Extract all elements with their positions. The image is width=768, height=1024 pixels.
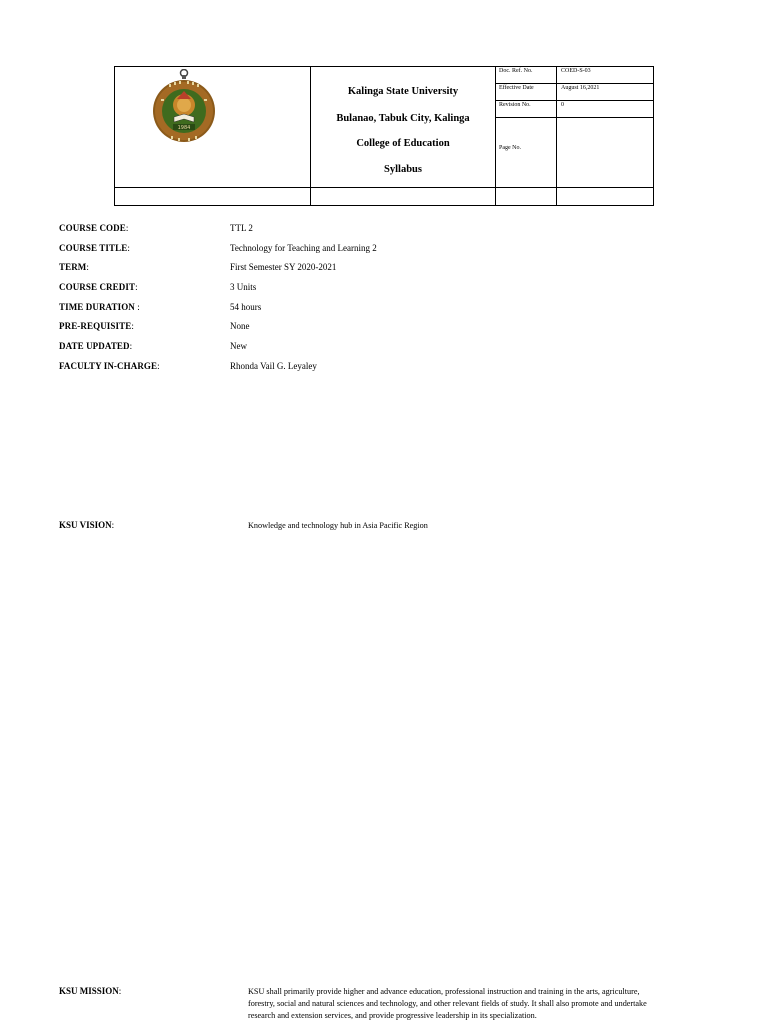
seal-year: 1984 [177, 125, 191, 131]
faculty-label: FACULTY IN-CHARGE: [59, 361, 160, 371]
header-divider [115, 187, 654, 188]
course-title-value: Technology for Teaching and Learning 2 [230, 243, 377, 253]
vision-text: Knowledge and technology hub in Asia Pacific Region [248, 521, 428, 530]
effective-date-value: August 16,2021 [561, 85, 600, 91]
header-divider [495, 100, 654, 101]
course-title-label: COURSE TITLE: [59, 243, 130, 253]
document-type: Syllabus [384, 164, 422, 175]
university-seal-logo [151, 69, 219, 145]
header-divider [495, 117, 654, 118]
institution-name: Kalinga State University [347, 86, 459, 97]
pre-requisite-value: None [230, 321, 250, 331]
date-updated-label: DATE UPDATED: [59, 341, 133, 351]
time-duration-label: TIME DURATION : [59, 302, 140, 312]
term-label: TERM: [59, 262, 90, 272]
date-updated-value: New [230, 341, 247, 351]
pre-requisite-label: PRE-REQUISITE: [59, 321, 134, 331]
effective-date-label: Effective Date [499, 85, 534, 91]
faculty-value: Rhonda Vail G. Leyaley [230, 361, 317, 371]
mission-label: KSU MISSION: [59, 986, 122, 996]
doc-ref-value: COED-S-03 [561, 68, 591, 74]
document-header-table [114, 66, 654, 206]
course-credit-label: COURSE CREDIT: [59, 282, 138, 292]
mission-text: KSU shall primarily provide higher and advance education, professional instruction and training in the arts, agriculture, forestry, social and natural sciences and technology, and other relevant fields of study. It shall also promote and undertake research and extension services, and provide progressive leadership in its specialization. [248, 987, 647, 1020]
page-label: Page No. [499, 145, 521, 151]
header-divider [495, 67, 496, 205]
revision-label: Revision No. [499, 102, 531, 108]
course-code-label: COURSE CODE: [59, 223, 129, 233]
doc-ref-label: Doc. Ref. No. [499, 68, 533, 74]
header-divider [495, 83, 654, 84]
header-divider [556, 67, 557, 205]
course-credit-value: 3 Units [230, 282, 257, 292]
course-code-value: TTL 2 [230, 223, 253, 233]
institution-address: Bulanao, Tabuk City, Kalinga [336, 113, 470, 124]
vision-label: KSU VISION: [59, 520, 115, 530]
time-duration-value: 54 hours [230, 302, 262, 312]
revision-value: 0 [561, 102, 564, 108]
term-value: First Semester SY 2020-2021 [230, 262, 337, 272]
college-name: College of Education [356, 138, 450, 149]
